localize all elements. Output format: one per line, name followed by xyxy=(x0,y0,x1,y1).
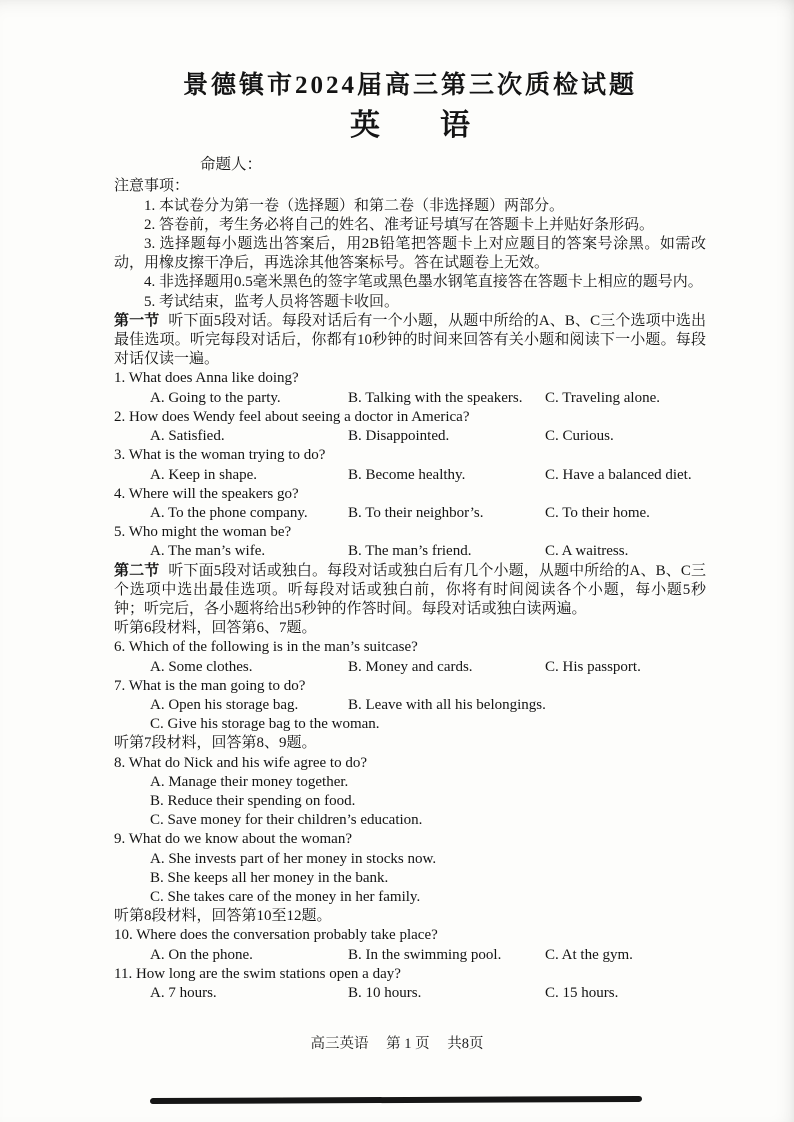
question-3 xyxy=(114,446,706,484)
footer-total-pages: 共8页 xyxy=(447,1036,484,1052)
question-10-option-a: A. On the phone. xyxy=(150,946,253,963)
question-10 xyxy=(114,926,706,964)
question-4-options xyxy=(114,504,706,523)
question-4-option-b: B. To their neighbor’s. xyxy=(348,504,484,521)
question-11-option-c: C. 15 hours. xyxy=(545,984,619,1001)
question-10-option-b: B. In the swimming pool. xyxy=(348,946,502,963)
subject-title: 英 语 xyxy=(350,109,470,143)
notice-item-4: 4. 非选择题用0.5毫米黑色的签字笔或黑色墨水钢笔直接答在答题卡上相应的题号内。 xyxy=(144,274,703,291)
question-8-stem: 8. What do Nick and his wife agree to do? xyxy=(114,754,367,771)
question-3-options xyxy=(114,466,706,485)
question-9-option-b: B. She keeps all her money in the bank. xyxy=(150,869,389,886)
question-6-option-c: C. His passport. xyxy=(545,658,641,675)
notice-item-1: 1. 本试卷分为第一卷（选择题）和第二卷（非选择题）两部分。 xyxy=(144,197,565,214)
question-10-option-c: C. At the gym. xyxy=(545,946,633,963)
question-11 xyxy=(114,965,706,1003)
question-3-stem: 3. What is the woman trying to do? xyxy=(114,447,326,464)
question-11-option-b: B. 10 hours. xyxy=(348,984,422,1001)
question-8-option-b: B. Reduce their spending on food. xyxy=(150,792,356,809)
section1-label: 第一节 xyxy=(114,312,160,329)
question-8-option-a: A. Manage their money together. xyxy=(150,773,349,790)
question-11-stem: 11. How long are the swim stations open a day? xyxy=(114,965,401,982)
question-1-option-b: B. Talking with the speakers. xyxy=(348,389,523,406)
proposer-label: 命题人： xyxy=(200,156,263,174)
question-5-option-a: A. The man’s wife. xyxy=(150,543,266,560)
question-6-option-b: B. Money and cards. xyxy=(348,658,473,675)
question-2 xyxy=(114,408,706,446)
scan-artifact xyxy=(150,1096,642,1104)
question-3-option-b: B. Become healthy. xyxy=(348,466,466,483)
question-6 xyxy=(114,638,706,676)
section2-intro-text: 听下面5段对话或独白。每段对话或独白后有几个小题，从题中所给的A、B、C三个选项中选出最佳选项。听每段对话或独白前，你将有时间阅读各个小题，每小题5秒钟；听完后，各小题将给出5秒钟的作答时间。每段对话或独白读两遍。 xyxy=(114,562,706,617)
question-6-stem: 6. Which of the following is in the man’s suitcase? xyxy=(114,639,418,656)
section1-intro-text: 听下面5段对话。每段对话后有一个小题，从题中所给的A、B、C三个选项中选出最佳选项。听完每段对话后，你都有10秒钟的时间来回答有关小题和阅读下一小题。每段对话仅读一遍。 xyxy=(114,312,706,368)
question-1-option-c: C. Traveling alone. xyxy=(545,389,660,406)
question-1-options xyxy=(114,389,706,408)
section2-label: 第二节 xyxy=(114,562,160,579)
question-2-option-a: A. Satisfied. xyxy=(150,428,225,445)
question-6-options xyxy=(114,658,706,677)
question-2-option-b: B. Disappointed. xyxy=(348,428,450,445)
exam-title: 景德镇市2024届高三第三次质检试题 xyxy=(182,72,637,99)
question-5-options xyxy=(114,542,706,561)
question-7-option-b: B. Leave with all his belongings. xyxy=(348,696,546,713)
question-1 xyxy=(114,369,706,407)
question-5 xyxy=(114,523,706,561)
question-9 xyxy=(114,830,706,907)
question-7-option-a: A. Open his storage bag. xyxy=(150,696,299,713)
page-footer xyxy=(0,1032,794,1053)
question-10-options xyxy=(114,946,706,965)
question-7-stem: 7. What is the man going to do? xyxy=(114,677,306,694)
notice-item-5: 5. 考试结束，监考人员将答题卡收回。 xyxy=(144,293,400,310)
question-8-option-c: C. Save money for their children’s education. xyxy=(150,812,423,829)
question-1-stem: 1. What does Anna like doing? xyxy=(114,370,299,387)
notice-item-2: 2. 答卷前，考生务必将自己的姓名、准考证号填写在答题卡上并贴好条形码。 xyxy=(144,216,655,233)
footer-course: 高三英语 xyxy=(310,1036,369,1052)
question-7-option-c: C. Give his storage bag to the woman. xyxy=(150,716,380,733)
question-8 xyxy=(114,754,706,831)
notice-heading: 注意事项： xyxy=(114,178,190,195)
material-8-cue: 听第8段材料，回答第10至12题。 xyxy=(114,908,332,925)
question-6-option-a: A. Some clothes. xyxy=(150,658,253,675)
question-5-option-b: B. The man’s friend. xyxy=(348,543,472,560)
question-5-option-c: C. A waitress. xyxy=(545,543,629,560)
material-7-cue: 听第7段材料，回答第8、9题。 xyxy=(114,735,317,752)
question-4-option-c: C. To their home. xyxy=(545,504,650,521)
question-7 xyxy=(114,677,706,735)
question-1-option-a: A. Going to the party. xyxy=(150,389,281,406)
question-7-options xyxy=(114,696,706,715)
question-2-options xyxy=(114,427,706,446)
question-9-option-a: A. She invests part of her money in stocks now. xyxy=(150,850,437,867)
footer-page-number: 第 1 页 xyxy=(386,1036,430,1052)
question-3-option-c: C. Have a balanced diet. xyxy=(545,466,692,483)
section1-intro xyxy=(114,312,706,370)
question-9-option-c: C. She takes care of the money in her family. xyxy=(150,888,421,905)
question-11-option-a: A. 7 hours. xyxy=(150,984,217,1001)
question-4 xyxy=(114,485,706,523)
question-10-stem: 10. Where does the conversation probably take place? xyxy=(114,927,438,944)
notice-item-3: 3. 选择题每小题选出答案后，用2B铅笔把答题卡上对应题目的答案号涂黑。如需改动，用橡皮擦干净后，再选涂其他答案标号。答在试题卷上无效。 xyxy=(114,236,706,272)
question-5-stem: 5. Who might the woman be? xyxy=(114,524,292,541)
question-4-stem: 4. Where will the speakers go? xyxy=(114,485,299,502)
question-11-options xyxy=(114,984,706,1003)
material-6-cue: 听第6段材料，回答第6、7题。 xyxy=(114,620,317,637)
question-9-stem: 9. What do we know about the woman? xyxy=(114,831,353,848)
question-2-stem: 2. How does Wendy feel about seeing a doctor in America? xyxy=(114,408,470,425)
section2-intro xyxy=(114,562,706,620)
question-2-option-c: C. Curious. xyxy=(545,428,614,445)
question-3-option-a: A. Keep in shape. xyxy=(150,466,258,483)
question-4-option-a: A. To the phone company. xyxy=(150,504,308,521)
